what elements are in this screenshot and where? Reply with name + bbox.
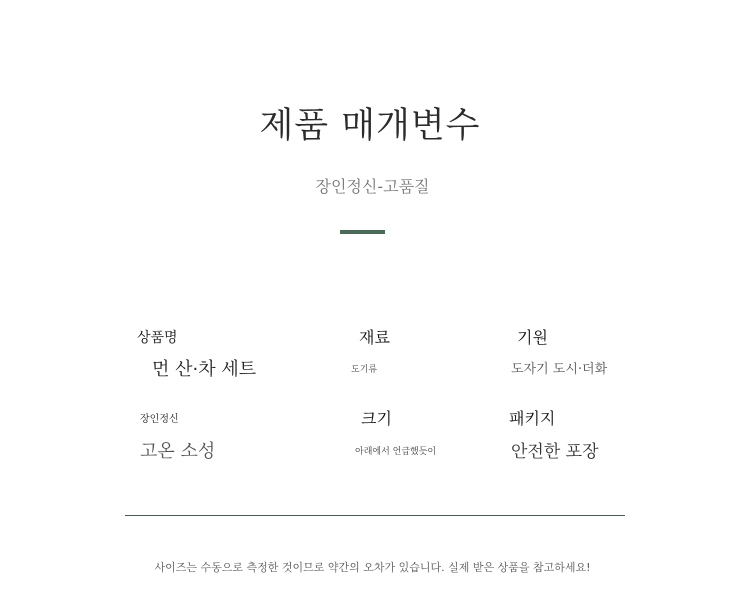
accent-bar <box>340 230 385 234</box>
material-value: 도기류 <box>351 365 378 375</box>
product-name-label: 상품명 <box>137 330 178 346</box>
package-value: 안전한 포장 <box>511 442 599 462</box>
page-subtitle: 장인정신-고품질 <box>315 177 430 196</box>
package-label: 패키지 <box>509 409 556 428</box>
material-label: 재료 <box>359 328 390 347</box>
page-title: 제품 매개변수 <box>259 106 481 146</box>
product-name-value: 먼 산·차 세트 <box>152 359 257 380</box>
size-value: 아래에서 언급했듯이 <box>355 447 437 457</box>
size-label: 크기 <box>361 409 392 428</box>
origin-label: 기원 <box>517 328 548 347</box>
section-divider <box>125 515 625 516</box>
craft-label: 장인정신 <box>140 414 179 425</box>
craft-value: 고온 소성 <box>140 441 216 462</box>
origin-value: 도자기 도시·더화 <box>511 362 608 377</box>
footer-note: 사이즈는 수동으로 측정한 것이므로 약간의 오차가 있습니다. 실제 받은 상품을 참고하세요! <box>154 561 591 574</box>
